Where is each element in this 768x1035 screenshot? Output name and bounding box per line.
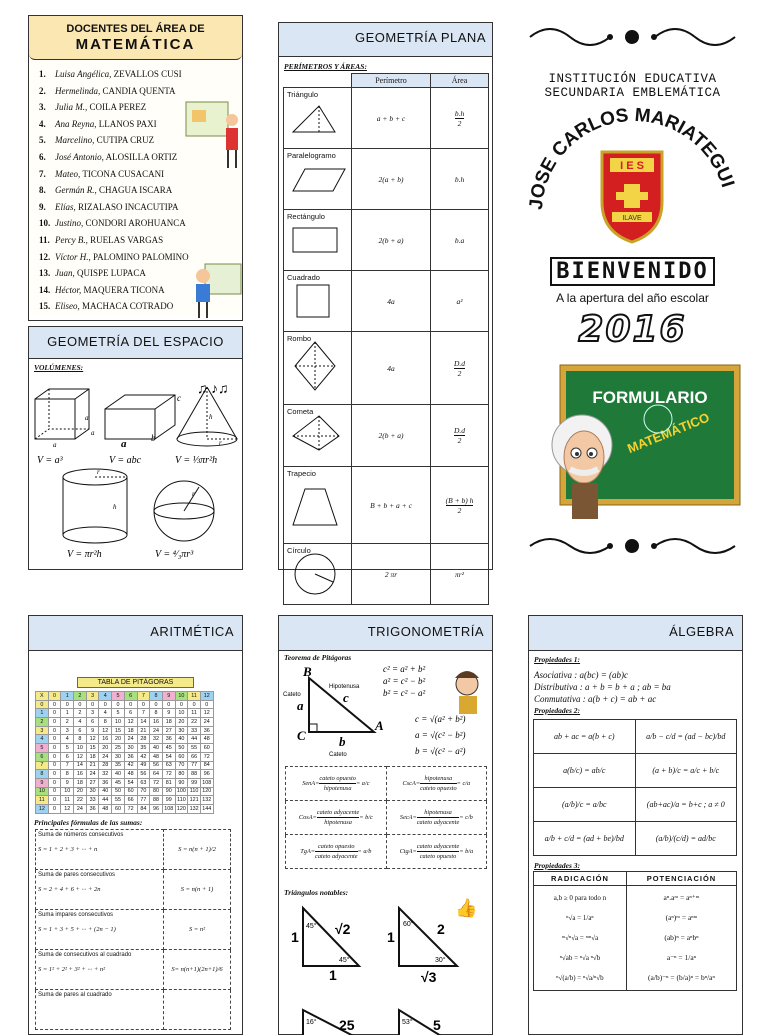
algebra-prop-row: a/b + c/d = (ad + be)/bd (a/b)/(c/d) = ad/bc <box>534 822 737 856</box>
apertura-text: A la apertura del año escolar <box>556 291 709 305</box>
algebra-prop-row: ab + ac = a(b + c) a/b − c/d = (ad − bc)/bd <box>534 720 737 754</box>
teacher-item: 5. Marcelino, CUTIPA CRUZ <box>39 135 155 146</box>
plana-row: Trapecio B + b + a + c $\frac{(B + b) h}{2}$ <box>284 467 489 544</box>
algebra-prop-row: (a/b)/c = a/bc (ab+ac)/a = b+c ; a ≠ 0 <box>534 788 737 822</box>
pyth-row: 5 0 5 10 15 20 25 30 35 40 45 50 55 60 <box>36 744 214 753</box>
prop3-table <box>533 871 737 991</box>
cylinder-formula: V = πr²h <box>67 549 102 560</box>
thumbs-up-icon: 👍 <box>455 898 478 918</box>
svg-text:c: c <box>343 690 349 705</box>
plana-row: Círculo 2 πr πr² <box>284 544 489 605</box>
welcome-title: BIENVENIDO <box>550 257 714 286</box>
teorema-label: Teorema de Pitágoras <box>284 653 352 662</box>
pyth-row: 11 0 11 22 33 44 55 66 77 88 99 110 121 132 <box>36 796 214 805</box>
teacher-item: 15. Eliseo, MACHACA COTRADO <box>39 301 174 312</box>
svg-text:r: r <box>219 439 222 447</box>
pitagoras-table <box>35 691 214 814</box>
svg-text:1: 1 <box>329 967 337 983</box>
radic-3: ⁿ√ab = ⁿ√a ⁿ√b <box>559 954 601 962</box>
pyth-eq-2: a² = c² − b² <box>383 676 426 686</box>
crest-ies: I E S <box>620 160 644 172</box>
school-line-2: SECUNDARIA EMBLEMÁTICA <box>544 86 721 100</box>
trig-title: TRIGONOMETRÍA <box>279 616 492 651</box>
teacher-item: 1. Luisa Angélica, ZEVALLOS CUSI <box>39 69 182 79</box>
radic-1: ⁿ√a = 1/aⁿ <box>566 914 594 922</box>
notables-label: Triángulos notables: <box>284 888 349 897</box>
plana-row: Paralelogramo 2(a + b) b.h <box>284 149 489 210</box>
svg-text:h: h <box>209 413 213 421</box>
svg-text:A: A <box>375 718 384 733</box>
radic-4: ⁿ√(a/b) = ⁿ√a/ⁿ√b <box>556 974 604 982</box>
conmutativa: Conmutativa : a(b + c) = ab + ac <box>534 694 657 704</box>
pyth-eq-4: c = √(a² + b²) <box>415 714 466 724</box>
trig-ratio-row: CosA= $\frac{\text{cateto adyacente}}{\text{hipotenusa}}$ = b/c SecA= $\frac{\text{hipotenusa}}{\text{cateto adyacente}}$ = c/b <box>286 801 487 835</box>
solids-figure <box>29 375 242 565</box>
pot-3: (ab)ⁿ = aⁿbⁿ <box>664 933 699 942</box>
pyth-eq-1: c² = a² + b² <box>383 664 426 674</box>
pyth-eq-6: b = √(c² − a²) <box>415 746 466 756</box>
svg-text:h: h <box>113 503 117 511</box>
svg-text:25: 25 <box>339 1017 355 1033</box>
svg-text:53°: 53° <box>402 1019 413 1026</box>
pyth-row: 1 0 1 2 3 4 5 6 7 8 9 10 11 12 <box>36 709 214 718</box>
teacher-item: 13. Juan, QUISPE LUPACA <box>39 268 146 279</box>
svg-text:a: a <box>297 698 304 713</box>
svg-text:45°: 45° <box>306 923 317 930</box>
formulario-illustration <box>520 357 745 527</box>
prop2-table <box>533 719 737 856</box>
col-perimetro: Perímetro <box>352 74 431 88</box>
teacher-item: 4. Ana Reyna, LLANOS PAXI <box>39 118 157 129</box>
student-board-illustration <box>191 262 243 320</box>
pyth-row: 6 0 6 12 18 24 30 36 42 48 54 60 66 72 <box>36 752 214 761</box>
pyth-row: 9 0 9 18 27 36 45 54 63 72 81 90 99 108 <box>36 778 214 787</box>
espacio-title: GEOMETRÍA DEL ESPACIO <box>29 327 242 359</box>
perimetros-label: PERÍMETROS Y ÁREAS: <box>284 62 367 71</box>
teachers-title-1: DOCENTES DEL ÁREA DE <box>66 23 205 35</box>
pot-4: a⁻ⁿ = 1/aⁿ <box>666 953 697 962</box>
pyth-row: 0 0 0 0 0 0 0 0 0 0 0 0 0 0 <box>36 700 214 709</box>
svg-text:60°: 60° <box>403 921 414 928</box>
pyth-row: 3 0 3 6 9 12 15 18 21 24 27 30 33 36 <box>36 726 214 735</box>
pot-5: (a/b)⁻ⁿ = (b/a)ⁿ = bⁿ/aⁿ <box>648 973 715 982</box>
svg-text:30°: 30° <box>435 957 446 964</box>
teacher-board-illustration <box>184 100 244 172</box>
notable-triangles-figure <box>279 894 492 1034</box>
ornament-top <box>520 15 745 55</box>
teacher-item: 12. Víctor H., PALOMINO PALOMINO <box>39 251 189 262</box>
svg-text:2: 2 <box>437 921 445 937</box>
pot-1: aⁿ.aᵐ = aⁿ⁺ᵐ <box>663 893 700 902</box>
pyth-row: 2 0 2 4 6 8 10 12 14 16 18 20 22 24 <box>36 718 214 727</box>
pyth-row: 8 0 8 16 24 32 40 48 56 64 72 80 88 96 <box>36 770 214 779</box>
algebra-panel <box>528 615 743 1035</box>
pot-2: (aⁿ)ᵐ = aⁿᵐ <box>665 913 698 922</box>
box-formula: V = abc <box>109 455 142 466</box>
svg-text:r: r <box>97 468 100 476</box>
teacher-item: 14. Héctor, MAQUERA TICONA <box>39 284 165 295</box>
year-title: 2016 <box>578 309 687 350</box>
teacher-item: 9. Elías, RIZALASO INCACUTIPA <box>39 201 179 212</box>
plana-row: Triángulo a + b + c $\frac{b.h}{2}$ <box>284 88 489 149</box>
trig-ratio-row: TgA= $\frac{\text{cateto opuesto}}{\text{cateto adyacente}}$ = a/b CtgA= $\frac{\text{cateto adyacente}}{\text{cateto opuesto}}$ = b/a <box>286 835 487 869</box>
trigonometria-panel <box>278 615 493 1035</box>
svg-text:a: a <box>121 438 127 450</box>
teacher-item: 8. Germán R., CHAGUA ISCARA <box>39 185 173 196</box>
teacher-item: 7. Mateo, TICONA CUSACANI <box>39 168 165 179</box>
sums-table <box>35 829 231 1030</box>
sphere-formula: V = ⁴⁄₃πr³ <box>155 549 194 560</box>
svg-text:16°: 16° <box>306 1019 317 1026</box>
teacher-item: 6. José Antonio, ALOSILLA ORTIZ <box>39 151 178 162</box>
geometria-plana-panel <box>278 22 493 579</box>
svg-text:45°: 45° <box>339 957 350 964</box>
pyth-eq-3: b² = c² − a² <box>383 688 426 698</box>
school-emblem <box>520 100 745 250</box>
svg-text:b: b <box>339 734 346 749</box>
crest-ilave: ILAVE <box>622 215 642 222</box>
algebra-prop-row: a(b/c) = ab/c (a + b)/c = a/c + b/c <box>534 754 737 788</box>
asociativa: Asociativa : a(bc) = (ab)c <box>534 670 629 680</box>
school-name: JOSE CARLOS MARIATEGUI <box>525 104 738 211</box>
svg-text:1: 1 <box>291 929 299 945</box>
plana-title: GEOMETRÍA PLANA <box>279 23 492 57</box>
sum-row: Suma de pares al cuadrado <box>36 989 231 1029</box>
col-area: Área <box>431 74 489 88</box>
svg-text:B: B <box>303 664 312 679</box>
distributiva: Distributiva : a + b = b + a ; ab = ba <box>534 682 671 692</box>
sum-row: Suma de pares consecutivos S = 2 + 4 + 6 + ··· + 2n S = n(n + 1) <box>36 869 231 909</box>
svg-text:5: 5 <box>433 1017 441 1033</box>
svg-text:C: C <box>297 728 306 743</box>
svg-text:√3: √3 <box>421 969 437 985</box>
cube-formula: V = a³ <box>37 455 63 466</box>
cover-panel <box>520 15 745 575</box>
radic-2: ᵐ√ⁿ√a = ᵐⁿ√a <box>561 934 599 942</box>
cone-formula: V = ⅓πr²h <box>175 455 218 466</box>
radicacion-header: RADICACIÓN <box>534 872 627 886</box>
pyth-row: 4 0 4 8 12 16 20 24 28 32 36 40 44 48 <box>36 735 214 744</box>
pitagoras-table-title: TABLA DE PITÁGORAS <box>77 677 195 688</box>
plana-table <box>283 73 489 605</box>
plana-row: Rombo 4a $\frac{D.d}{2}$ <box>284 332 489 405</box>
sums-title: Principales fórmulas de las sumas: <box>34 817 143 827</box>
sum-row: Suma de consecutivos al cuadrado S = 1² + 2² + 3² + ··· + n² S= n(n+1)(2n+1)/6 <box>36 949 231 989</box>
cateto-label-2: Cateto <box>329 752 347 758</box>
trig-ratio-row: SenA= $\frac{\text{cateto opuesto}}{\text{hipotenusa}}$ = a/c CscA= $\frac{\text{hipotenusa}}{\text{cateto opuesto}}$ = c/a <box>286 767 487 801</box>
teachers-panel <box>28 15 243 321</box>
pyth-row: X 0 1 2 3 4 5 6 7 8 9 10 11 12 <box>36 692 214 701</box>
svg-text:c: c <box>177 393 181 403</box>
board-matematico: MATEMÁTICO <box>625 409 712 457</box>
prop1-label: Propiedades 1: <box>534 655 581 664</box>
svg-text:a: a <box>53 441 57 449</box>
teachers-title-2: MATEMÁTICA <box>75 36 196 53</box>
svg-text:r: r <box>192 490 195 498</box>
svg-text:1: 1 <box>387 929 395 945</box>
plana-row: Cuadrado 4a a² <box>284 271 489 332</box>
plana-row: Cometa 2(b + a) $\frac{D.d}{2}$ <box>284 405 489 467</box>
pythagoras-figure <box>279 660 492 760</box>
trig-ratios-table <box>285 766 487 869</box>
aritmetica-title: ARITMÉTICA <box>29 616 242 651</box>
svg-text:b: b <box>151 433 156 443</box>
pyth-eq-5: a = √(c² − b²) <box>415 730 466 740</box>
teacher-item: 11. Percy B., RUELAS VARGAS <box>39 234 164 245</box>
cateto-label-1: Cateto <box>283 692 301 698</box>
svg-text:a: a <box>85 414 89 422</box>
shape-figure <box>285 467 351 541</box>
svg-text:√2: √2 <box>335 921 351 937</box>
teacher-item: 3. Julia M., COILA PEREZ <box>39 102 147 113</box>
pyth-row: 7 0 7 14 21 28 35 42 49 56 63 70 77 84 <box>36 761 214 770</box>
potenciacion-header: POTENCIACIÓN <box>626 872 736 886</box>
board-formulario: FORMULARIO <box>592 388 708 407</box>
pyth-row: 10 0 10 20 30 40 50 60 70 80 90 100 110 120 <box>36 787 214 796</box>
aritmetica-panel <box>28 615 243 1035</box>
music-notes-icon: ♫ ♪♫ <box>197 382 229 397</box>
geometria-espacio-panel <box>28 326 243 570</box>
algebra-title: ÁLGEBRA <box>529 616 742 651</box>
school-line-1: INSTITUCIÓN EDUCATIVA <box>548 72 717 86</box>
radic-cond: a,b ≥ 0 para todo n <box>553 894 607 902</box>
sum-row: Suma de números consecutivos S = 1 + 2 + 3 + ··· + n S = n(n + 1)/2 <box>36 829 231 869</box>
prop2-label: Propiedades 2: <box>534 706 581 715</box>
prop3-label: Propiedades 3: <box>534 861 581 870</box>
sum-row: Suma impares consecutivos S = 1 + 3 + 5 + ··· + (2n − 1) S = n² <box>36 909 231 949</box>
svg-text:a: a <box>91 429 95 437</box>
teacher-item: 10. Justino, CONDORI AROHUANCA <box>39 218 186 229</box>
plana-row: Rectángulo 2(b + a) b.a <box>284 210 489 271</box>
volumenes-label: VOLÚMENES: <box>34 363 84 372</box>
hipotenusa-label: Hipotenusa <box>329 684 360 690</box>
ornament-bottom <box>520 532 745 562</box>
teachers-banner <box>29 16 242 60</box>
pyth-row: 12 0 12 24 36 48 60 72 84 96 108 120 132 144 <box>36 804 214 813</box>
teacher-item: 2. Hermelinda, CANDIA QUENTA <box>39 85 176 96</box>
